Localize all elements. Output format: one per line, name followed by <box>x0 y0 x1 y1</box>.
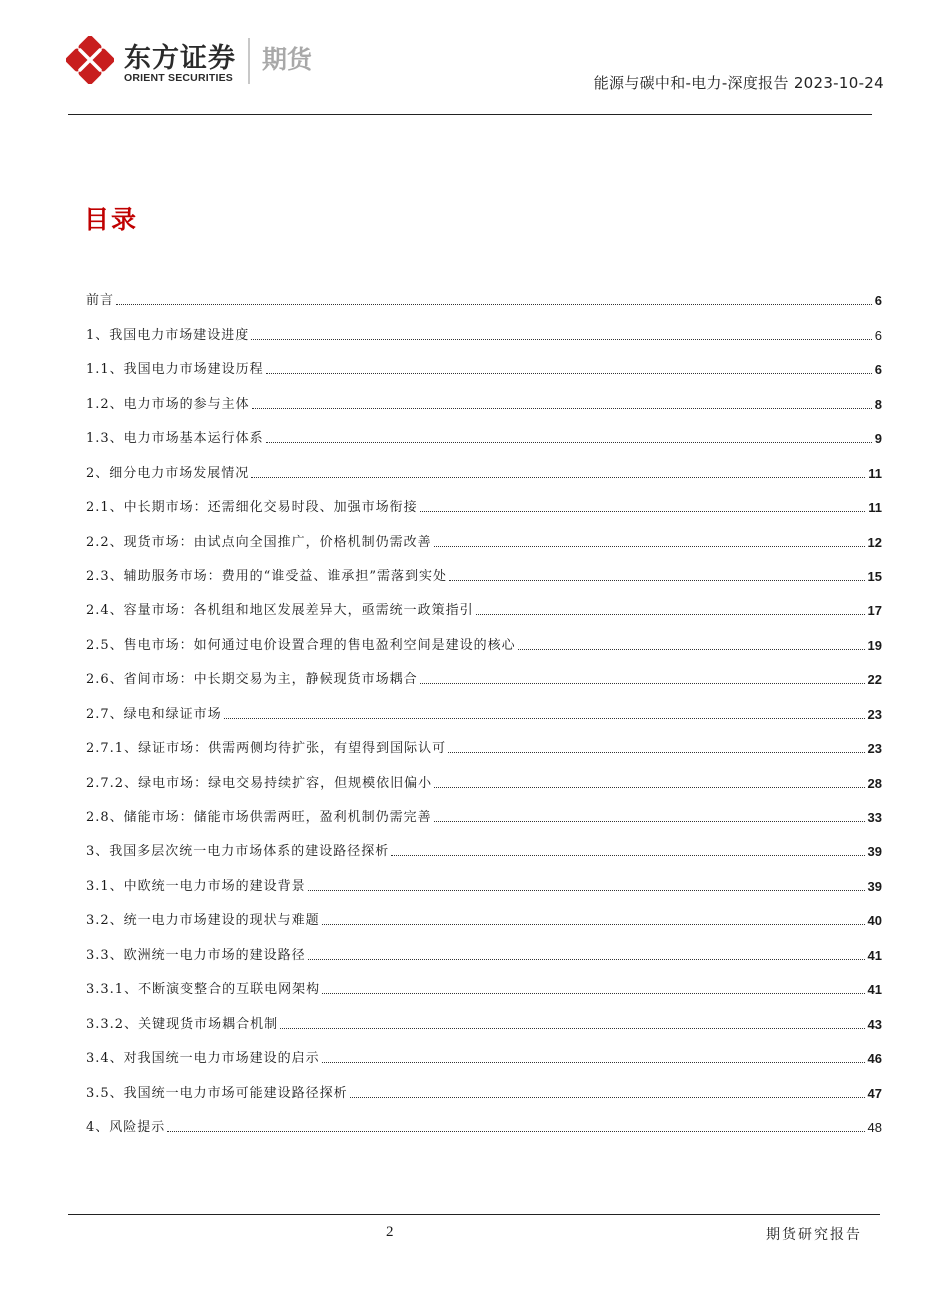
toc-dot-leader <box>280 1027 864 1029</box>
toc-entry-label: 2.5、售电市场：如何通过电价设置合理的售电盈利空间是建设的核心 <box>86 637 516 653</box>
logo-english-name: ORIENT SECURITIES <box>124 72 233 84</box>
toc-entry[interactable] <box>86 381 882 415</box>
toc-entry-page: 40 <box>867 913 882 929</box>
toc-entry-page: 6 <box>874 362 882 378</box>
toc-entry[interactable] <box>86 1070 882 1104</box>
toc-entry-label: 2.3、辅助服务市场：费用的“谁受益、谁承担”需落到实处 <box>86 568 447 584</box>
toc-dot-leader <box>251 338 871 340</box>
toc-entry-label: 1、我国电力市场建设进度 <box>86 327 250 343</box>
toc-entry-page: 12 <box>867 534 882 550</box>
toc-entry-page: 6 <box>874 327 882 343</box>
footer-label: 期货研究报告 <box>766 1227 862 1243</box>
toc-dot-leader <box>266 441 872 443</box>
logo-chinese-name: 东方证券 <box>124 43 236 74</box>
toc-entry-page: 41 <box>867 982 882 998</box>
toc-entry[interactable] <box>86 416 882 450</box>
toc-entry-page: 8 <box>874 396 882 412</box>
toc-entry-label: 1.3、电力市场基本运行体系 <box>86 431 264 447</box>
toc-entry-label: 3.5、我国统一电力市场可能建设路径探析 <box>86 1085 348 1101</box>
toc-dot-leader <box>434 545 865 547</box>
toc-entry[interactable] <box>86 967 882 1001</box>
toc-entry-page: 39 <box>867 878 882 894</box>
company-logo <box>66 34 336 90</box>
footer-divider <box>68 1214 880 1215</box>
toc-entry[interactable] <box>86 554 882 588</box>
toc-entry-page: 28 <box>867 775 882 791</box>
toc-entry[interactable] <box>86 932 882 966</box>
toc-dot-leader <box>322 923 865 925</box>
toc-dot-leader <box>350 1096 865 1098</box>
toc-dot-leader <box>266 372 872 374</box>
toc-entry-page: 33 <box>867 810 882 825</box>
logo-separator <box>248 38 250 84</box>
toc-entry-page: 41 <box>867 947 882 963</box>
toc-dot-leader <box>224 717 865 719</box>
toc-entry[interactable] <box>86 519 882 553</box>
toc-entry[interactable] <box>86 863 882 897</box>
toc-entry[interactable] <box>86 347 882 381</box>
toc-dot-leader <box>448 751 864 753</box>
toc-dot-leader <box>518 648 865 650</box>
toc-entry[interactable] <box>86 691 882 725</box>
toc-entry-page: 19 <box>867 637 882 653</box>
toc-dot-leader <box>252 407 872 409</box>
toc-entry[interactable] <box>86 657 882 691</box>
toc-entry[interactable] <box>86 829 882 863</box>
toc-entry-label: 1.1、我国电力市场建设历程 <box>86 362 264 378</box>
toc-entry[interactable] <box>86 485 882 519</box>
toc-entry[interactable] <box>86 1001 882 1035</box>
toc-entry-page: 23 <box>867 741 882 757</box>
toc-entry-page: 22 <box>867 672 882 688</box>
toc-dot-leader <box>434 786 864 788</box>
toc-entry[interactable] <box>86 1105 882 1139</box>
toc-entry-label: 3、我国多层次统一电力市场体系的建设路径探析 <box>86 844 390 860</box>
toc-dot-leader <box>308 958 865 960</box>
toc-dot-leader <box>308 889 865 891</box>
logo-futures-label: 期货 <box>262 45 313 74</box>
toc-entry[interactable] <box>86 760 882 794</box>
toc-entry-label: 2.1、中长期市场：还需细化交易时段、加强市场衔接 <box>86 500 418 516</box>
report-title: 能源与碳中和-电力-深度报告 2023-10-24 <box>593 74 884 92</box>
toc-entry-label: 3.3.1、不断演变整合的互联电网架构 <box>86 982 321 998</box>
toc-entry[interactable] <box>86 622 882 656</box>
toc-dot-leader <box>420 510 866 512</box>
toc-entry-label: 3.2、统一电力市场建设的现状与难题 <box>86 913 320 929</box>
toc-dot-leader <box>391 854 864 856</box>
toc-entry-page: 48 <box>867 1119 882 1135</box>
toc-entry-page: 46 <box>867 1051 882 1067</box>
toc-entry-label: 2.2、现货市场：由试点向全国推广，价格机制仍需改善 <box>86 534 432 550</box>
toc-entry[interactable] <box>86 726 882 760</box>
toc-entry[interactable] <box>86 278 882 312</box>
toc-entry-page: 11 <box>868 500 882 516</box>
toc-entry-label: 3.1、中欧统一电力市场的建设背景 <box>86 878 306 894</box>
toc-entry-label: 2.7.2、绿电市场：绿电交易持续扩容，但规模依旧偏小 <box>86 775 433 791</box>
toc-dot-leader <box>420 682 865 684</box>
toc-entry[interactable] <box>86 795 882 829</box>
toc-dot-leader <box>116 303 872 305</box>
toc-entry-label: 2.8、储能市场：储能市场供需两旺，盈利机制仍需完善 <box>86 810 432 825</box>
page-number: 2 <box>386 1224 394 1240</box>
toc-entry-label: 2.6、省间市场：中长期交易为主，静候现货市场耦合 <box>86 672 418 688</box>
toc-entry-page: 11 <box>868 465 882 481</box>
toc-entry[interactable] <box>86 312 882 346</box>
toc-entry-label: 2、细分电力市场发展情况 <box>86 465 250 481</box>
toc-entry-page: 9 <box>874 431 882 447</box>
toc-entry-label: 1.2、电力市场的参与主体 <box>86 396 250 412</box>
toc-entry-label: 2.4、容量市场：各机组和地区发展差异大，亟需统一政策指引 <box>86 603 474 619</box>
toc-dot-leader <box>476 613 865 615</box>
toc-entry-label: 2.7.1、绿证市场：供需两侧均待扩张，有望得到国际认可 <box>86 741 447 757</box>
toc-entry[interactable] <box>86 588 882 622</box>
toc-entry-page: 43 <box>867 1016 882 1032</box>
toc-entry-page: 6 <box>874 293 882 309</box>
toc-entry-page: 47 <box>867 1085 882 1101</box>
toc-entry-page: 23 <box>867 706 882 722</box>
toc-entry-page: 17 <box>867 603 882 619</box>
header-divider <box>68 114 872 115</box>
toc-entry-label: 4、风险提示 <box>86 1119 166 1135</box>
toc-dot-leader <box>167 1130 864 1132</box>
toc-dot-leader <box>322 992 864 994</box>
toc-entry-page: 15 <box>867 568 882 584</box>
toc-entry-label: 前言 <box>86 293 115 309</box>
toc-entry-label: 2.7、绿电和绿证市场 <box>86 706 222 722</box>
toc-entry-page: 39 <box>867 844 882 860</box>
toc-entry[interactable] <box>86 1036 882 1070</box>
toc-entry[interactable] <box>86 898 882 932</box>
toc-entry[interactable] <box>86 450 882 484</box>
toc-entry-label: 3.3.2、关键现货市场耦合机制 <box>86 1016 279 1032</box>
toc-entry-label: 3.4、对我国统一电力市场建设的启示 <box>86 1051 320 1067</box>
orient-securities-logo-icon <box>66 36 114 84</box>
toc-entry-label: 3.3、欧洲统一电力市场的建设路径 <box>86 947 306 963</box>
toc-dot-leader <box>251 476 865 478</box>
toc-heading: 目录 <box>84 205 139 234</box>
toc-dot-leader <box>449 579 865 581</box>
toc-dot-leader <box>322 1061 865 1063</box>
table-of-contents <box>86 278 882 1139</box>
toc-dot-leader <box>434 820 865 822</box>
